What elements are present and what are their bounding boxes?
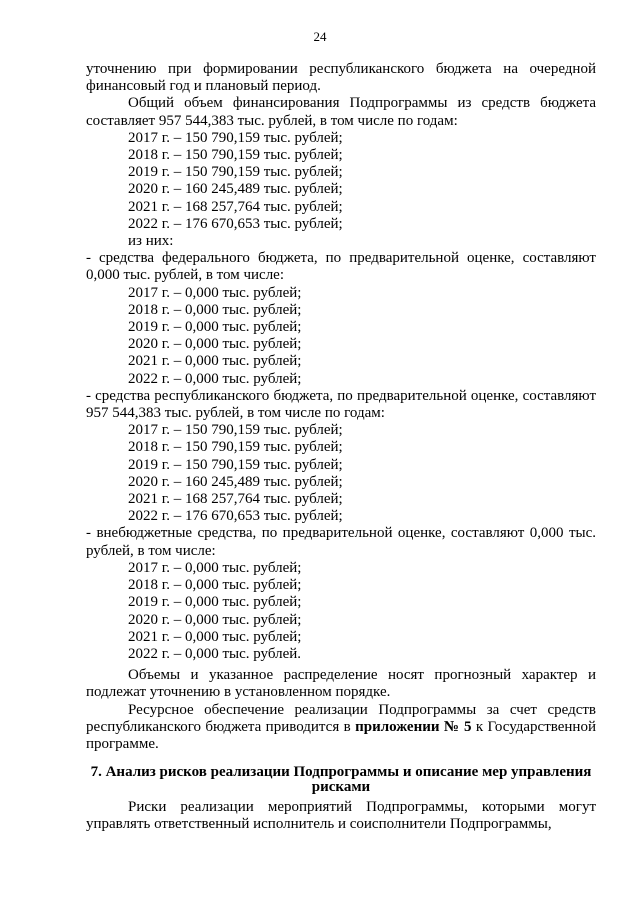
- list-item: 2020 г. – 160 245,489 тыс. рублей;: [128, 473, 343, 490]
- list-item: 2022 г. – 176 670,653 тыс. рублей;: [128, 508, 343, 525]
- paragraph-risks: Риски реализации мероприятий Подпрограммы, которыми могут управлять ответственный исполнитель и соисполнители Подпрограммы,: [86, 799, 596, 833]
- list-item: 2019 г. – 0,000 тыс. рублей;: [128, 594, 302, 611]
- list-item: 2020 г. – 0,000 тыс. рублей;: [128, 611, 302, 628]
- list-item: 2017 г. – 0,000 тыс. рублей;: [128, 559, 302, 576]
- paragraph-resources-start: Ресурсное обеспечение реализации Подпрограммы за счет средств республиканского бюджета приводится в: [86, 701, 596, 735]
- list-item: 2019 г. – 150 790,159 тыс. рублей;: [128, 456, 343, 473]
- list-item: 2017 г. – 0,000 тыс. рублей;: [128, 284, 302, 301]
- paragraph-extrabudgetary: - внебюджетные средства, по предварительной оценке, составляют 0,000 тыс. рублей, в том числе:: [86, 525, 596, 559]
- total-by-year-list: [86, 130, 596, 233]
- document-body: [86, 61, 596, 834]
- list-item: 2022 г. – 0,000 тыс. рублей;: [128, 370, 302, 387]
- list-item: 2022 г. – 0,000 тыс. рублей.: [128, 645, 302, 662]
- page-number: 24: [313, 29, 327, 44]
- list-item: 2020 г. – 0,000 тыс. рублей;: [128, 336, 302, 353]
- federal-by-year-list: [86, 285, 596, 388]
- list-item: 2022 г. – 176 670,653 тыс. рублей;: [128, 215, 343, 232]
- paragraph-federal: - средства федерального бюджета, по предварительной оценке, составляют 0,000 тыс. рублей, в том числе:: [86, 250, 596, 284]
- list-item: 2021 г. – 0,000 тыс. рублей;: [128, 353, 302, 370]
- list-item: 2017 г. – 150 790,159 тыс. рублей;: [128, 422, 343, 439]
- list-item: 2021 г. – 0,000 тыс. рублей;: [128, 628, 302, 645]
- list-item: 2018 г. – 150 790,159 тыс. рублей;: [128, 147, 343, 164]
- list-item: 2018 г. – 0,000 тыс. рублей;: [128, 577, 302, 594]
- paragraph-resources-end: к Государственной программе.: [86, 718, 596, 752]
- paragraph-republican: - средства республиканского бюджета, по предварительной оценке, составляют 957 544,383 тыс. рублей, в том числе по годам:: [86, 387, 596, 422]
- appendix-reference: приложении № 5: [355, 718, 472, 735]
- republican-by-year-list: [86, 422, 596, 525]
- list-item: 2021 г. – 168 257,764 тыс. рублей;: [128, 491, 343, 508]
- paragraph-2: Общий объем финансирования Подпрограммы из средств бюджета составляет 957 544,383 тыс. рублей, в том числе по годам:: [86, 95, 596, 129]
- section-heading: 7. Анализ рисков реализации Подпрограммы и описание мер управления рисками: [90, 764, 592, 796]
- list-item: 2020 г. – 160 245,489 тыс. рублей;: [128, 181, 343, 198]
- list-item: 2019 г. – 150 790,159 тыс. рублей;: [128, 164, 343, 181]
- paragraph-forecast: Объемы и указанное распределение носят прогнозный характер и подлежат уточнению в установленном порядке.: [86, 667, 596, 701]
- paragraph-1: уточнению при формировании республиканского бюджета на очередной финансовый год и плановый период.: [86, 61, 596, 95]
- list-item: 2018 г. – 0,000 тыс. рублей;: [128, 301, 302, 318]
- list-item: 2021 г. – 168 257,764 тыс. рублей;: [128, 198, 343, 215]
- list-item: 2019 г. – 0,000 тыс. рублей;: [128, 319, 302, 336]
- of-them-label: из них:: [128, 233, 174, 250]
- list-item: 2017 г. – 150 790,159 тыс. рублей;: [128, 129, 343, 146]
- extrabudgetary-by-year-list: [86, 560, 596, 663]
- list-item: 2018 г. – 150 790,159 тыс. рублей;: [128, 439, 343, 456]
- paragraph-resources: [86, 702, 596, 754]
